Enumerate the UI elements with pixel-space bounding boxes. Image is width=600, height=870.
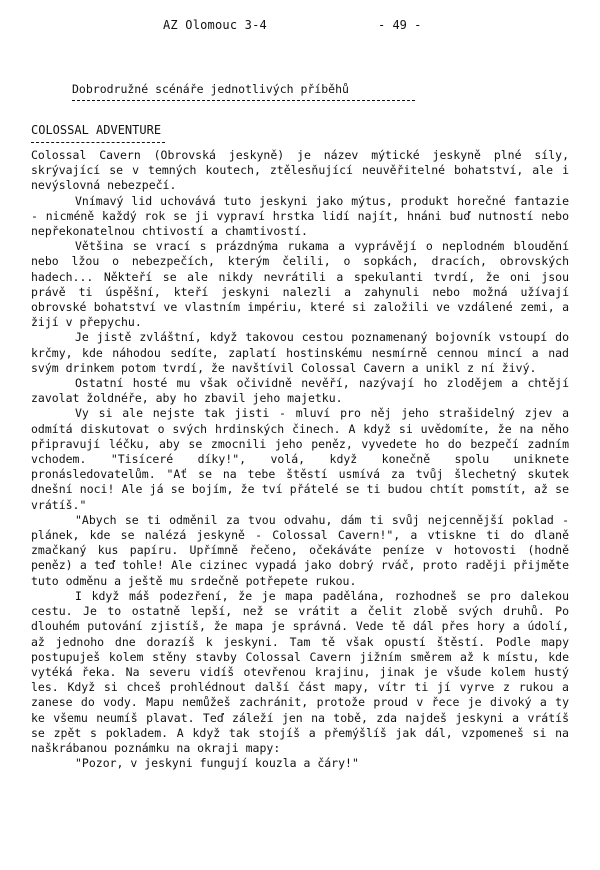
closing-quote: "Pozor, v jeskyni fungují kouzla a čáry!" <box>75 756 359 771</box>
chapter-subtitle: Dobrodružné scénáře jednotlivých příběhů <box>72 82 349 96</box>
paragraph: Colossal Cavern (Obrovská jeskyně) je název mýtické jeskyně plné síly, skrývající se v temných koutech, ztělesňující neuvěřitelné bohatství, ale i nevýslovná nebezpečí. <box>31 148 569 193</box>
paragraph: I když máš podezření, že je mapa padělána, rozhodneš se pro dalekou cestu. Je to ostatně lepší, než se vrátit a čelit zlobě svých druhů. Po dlouhém putování zjistíš, že mapa je správná. Vede tě dál přes hory a údolí, až jednoho dne dorazíš k jeskyni. Tam tě však opustí štěstí. Podle mapy postupuješ kolem stěny stavby Colossal Cavern jižním směrem až k místu, kde vytéká řeka. Na severu vidíš otevřenou krajinu, jinak je všude kolem hustý les. Když si chceš prohlédnout další část mapy, vítr ti jí vyrve z rukou a zanese do vody. Mapu nemůžeš zachránit, protože proud v řece je divoký a ty ke všemu neumíš plavat. Teď záleží jen na tobě, zda najdeš jeskyni a vrátíš se zpět s pokladem. A když tak stojíš a přemýšlíš jak dál, vzpomeneš si na naškrábanou poznámku na okraji mapy: <box>31 588 569 755</box>
paragraph: "Abych se ti odměnil za tvou odvahu, dám ti svůj nejcennější poklad - plánek, kde se nalézá jeskyně - Colossal Cavern!", a vtiskne ti do dlaně zmačkaný kus papíru. Upřímně řečeno, očekáváte peníze v hotovosti (hodně peněz) a teď tohle! Ale cizinec vypadá jako dobrý rváč, proto raději přijměte tuto odměnu a ještě mu srdečně potřepete rukou. <box>31 512 569 588</box>
section-underline <box>31 142 165 143</box>
body-text <box>31 148 569 771</box>
paragraph: Je jistě zvláštní, když takovou cestou poznamenaný bojovník vstoupí do krčmy, kde náhodou sedíte, zaplatí hostinskému nesmírně cennou mincí a nad svým drinkem potom tvrdí, že navštívil Colossal Cavern a unikl z ní živý. <box>31 330 569 375</box>
paragraph: Ostatní hosté mu však očividně nevěří, nazývají ho zlodějem a chtějí zavolat žoldnéře, aby ho zbavil jeho majetku. <box>31 376 569 406</box>
subtitle-underline <box>72 100 415 101</box>
page-number: - 49 - <box>378 18 422 32</box>
source-title: AZ Olomouc 3-4 <box>163 18 267 32</box>
paragraph: Vy si ale nejste tak jisti - mluví pro něj jeho strašidelný zjev a odmítá diskutovat o svých hrdinských činech. A když si uvědomíte, že na něho připravují léčku, aby se zmocnili jeho peněz, vyvedete ho do bezpečí zadním vchodem. "Tisíceré díky!", volá, když konečně spolu uniknete pronásledovatelům. "Ať se na tebe štěstí usmívá za tvůj šlechetný skutek dnešní noci! Ale já se bojím, že tví přátelé se ti budou chtít pomstít, až se vrátíš." <box>31 406 569 512</box>
paragraph: Vnímavý lid uchovává tuto jeskyni jako mýtus, produkt horečné fantazie - nicméně každý rok se ji vypraví hrstka lidí najít, hnáni buď nutností nebo nepřekonatelnou chtivostí a chamtivostí. <box>31 193 569 239</box>
paragraph: Většina se vrací s prázdnýma rukama a vyprávějí o neplodném bloudění nebo lžou o nebezpečích, kterým čelili, o sopkách, dracích, obrovských hadech... Někteří se ale nikdy nevrátili a spekulanti tvrdí, že oni jsou právě ti úspěšní, kteří jeskyni nalezli a zahynuli nebo možná užívají obrovské bohatství ve vlastním impériu, které si založili ve vzdálené zemi, a žijí v přepychu. <box>31 239 569 330</box>
section-title: COLOSSAL ADVENTURE <box>31 123 162 137</box>
